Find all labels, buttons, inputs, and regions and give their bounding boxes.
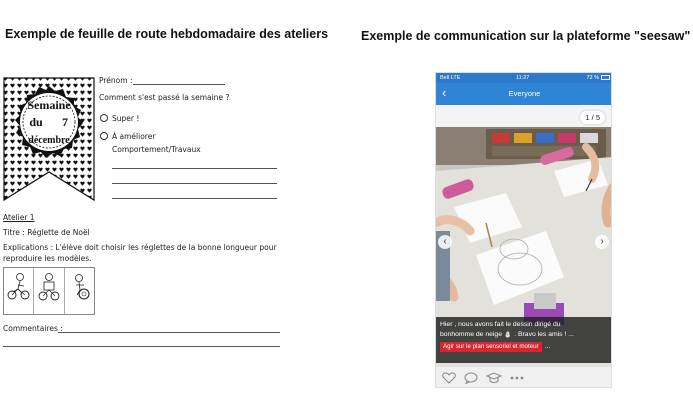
commentaires-line-1[interactable] (58, 332, 280, 333)
prenom-line[interactable] (133, 84, 225, 85)
commentaires-label: Commentaires : (3, 324, 63, 333)
clock-label: 11:27 (516, 75, 530, 81)
skill-tag[interactable]: Agir sur le plan sensoriel et moteur (440, 342, 542, 352)
week-question: Comment s'est passé la semaine ? (99, 93, 230, 102)
back-chevron-icon[interactable]: ‹ (442, 85, 447, 100)
radio-super[interactable] (100, 114, 108, 122)
post-caption (436, 317, 612, 363)
seesaw-phone-screen (435, 72, 612, 388)
status-bar (436, 73, 612, 83)
option-super-label: Super ! (112, 114, 140, 123)
week-pennant-badge (2, 76, 96, 204)
left-heading: Exemple de feuille de route hebdomadaire des ateliers (5, 27, 329, 41)
atelier-title: Atelier 1 (3, 213, 35, 222)
comment-line-2[interactable] (112, 183, 277, 184)
pennant-line-2: du (29, 115, 43, 129)
action-bar (436, 367, 612, 388)
graduation-cap-icon[interactable] (486, 372, 502, 384)
model-images (3, 267, 95, 315)
battery-label: 72 % (586, 75, 599, 81)
atelier-titre: Titre : Réglette de Noël (3, 228, 90, 237)
comment-line-1[interactable] (112, 168, 277, 169)
nav-title: Everyone (508, 89, 541, 98)
explication-line-1: Explications : L'élève doit choisir les réglettes de la bonne longueur pour (3, 243, 277, 252)
model-image-1 (4, 268, 34, 314)
heart-icon[interactable] (442, 372, 456, 384)
explication-line-2: reproduire les modèles. (3, 254, 92, 263)
next-arrow-icon[interactable]: › (595, 235, 609, 249)
caption-line-1: Hier , nous avons fait le dessin dirigé du (440, 321, 561, 328)
tag-more[interactable]: ... (544, 343, 551, 350)
nav-bar (436, 83, 612, 105)
caption-line-2: bonhomme de neige ⛄ . Bravo les amis ! ... (440, 331, 574, 338)
pennant-line-3: 7 (62, 115, 68, 129)
model-image-3 (65, 268, 94, 314)
pennant-line-4: décembre (28, 135, 70, 146)
prenom-label: Prénom : (99, 76, 133, 85)
comment-icon[interactable] (464, 372, 478, 384)
battery-icon (601, 75, 610, 80)
post-counter: 1 / 5 (580, 111, 605, 124)
model-image-2 (34, 268, 64, 314)
right-heading: Exemple de communication sur la plateforme "seesaw" (361, 29, 691, 43)
prev-arrow-icon[interactable]: ‹ (438, 235, 452, 249)
more-icon[interactable] (510, 376, 524, 380)
comment-line-3[interactable] (112, 198, 277, 199)
carrier-label: Bell LTE (440, 75, 461, 81)
radio-ameliorer[interactable] (100, 132, 108, 140)
pennant-line-1: Semaine (27, 98, 71, 112)
comportement-label: Comportement/Travaux (112, 145, 201, 154)
weekly-worksheet (0, 70, 300, 400)
commentaires-line-2[interactable] (3, 346, 280, 347)
option-ameliorer-label: À améliorer (112, 132, 156, 141)
